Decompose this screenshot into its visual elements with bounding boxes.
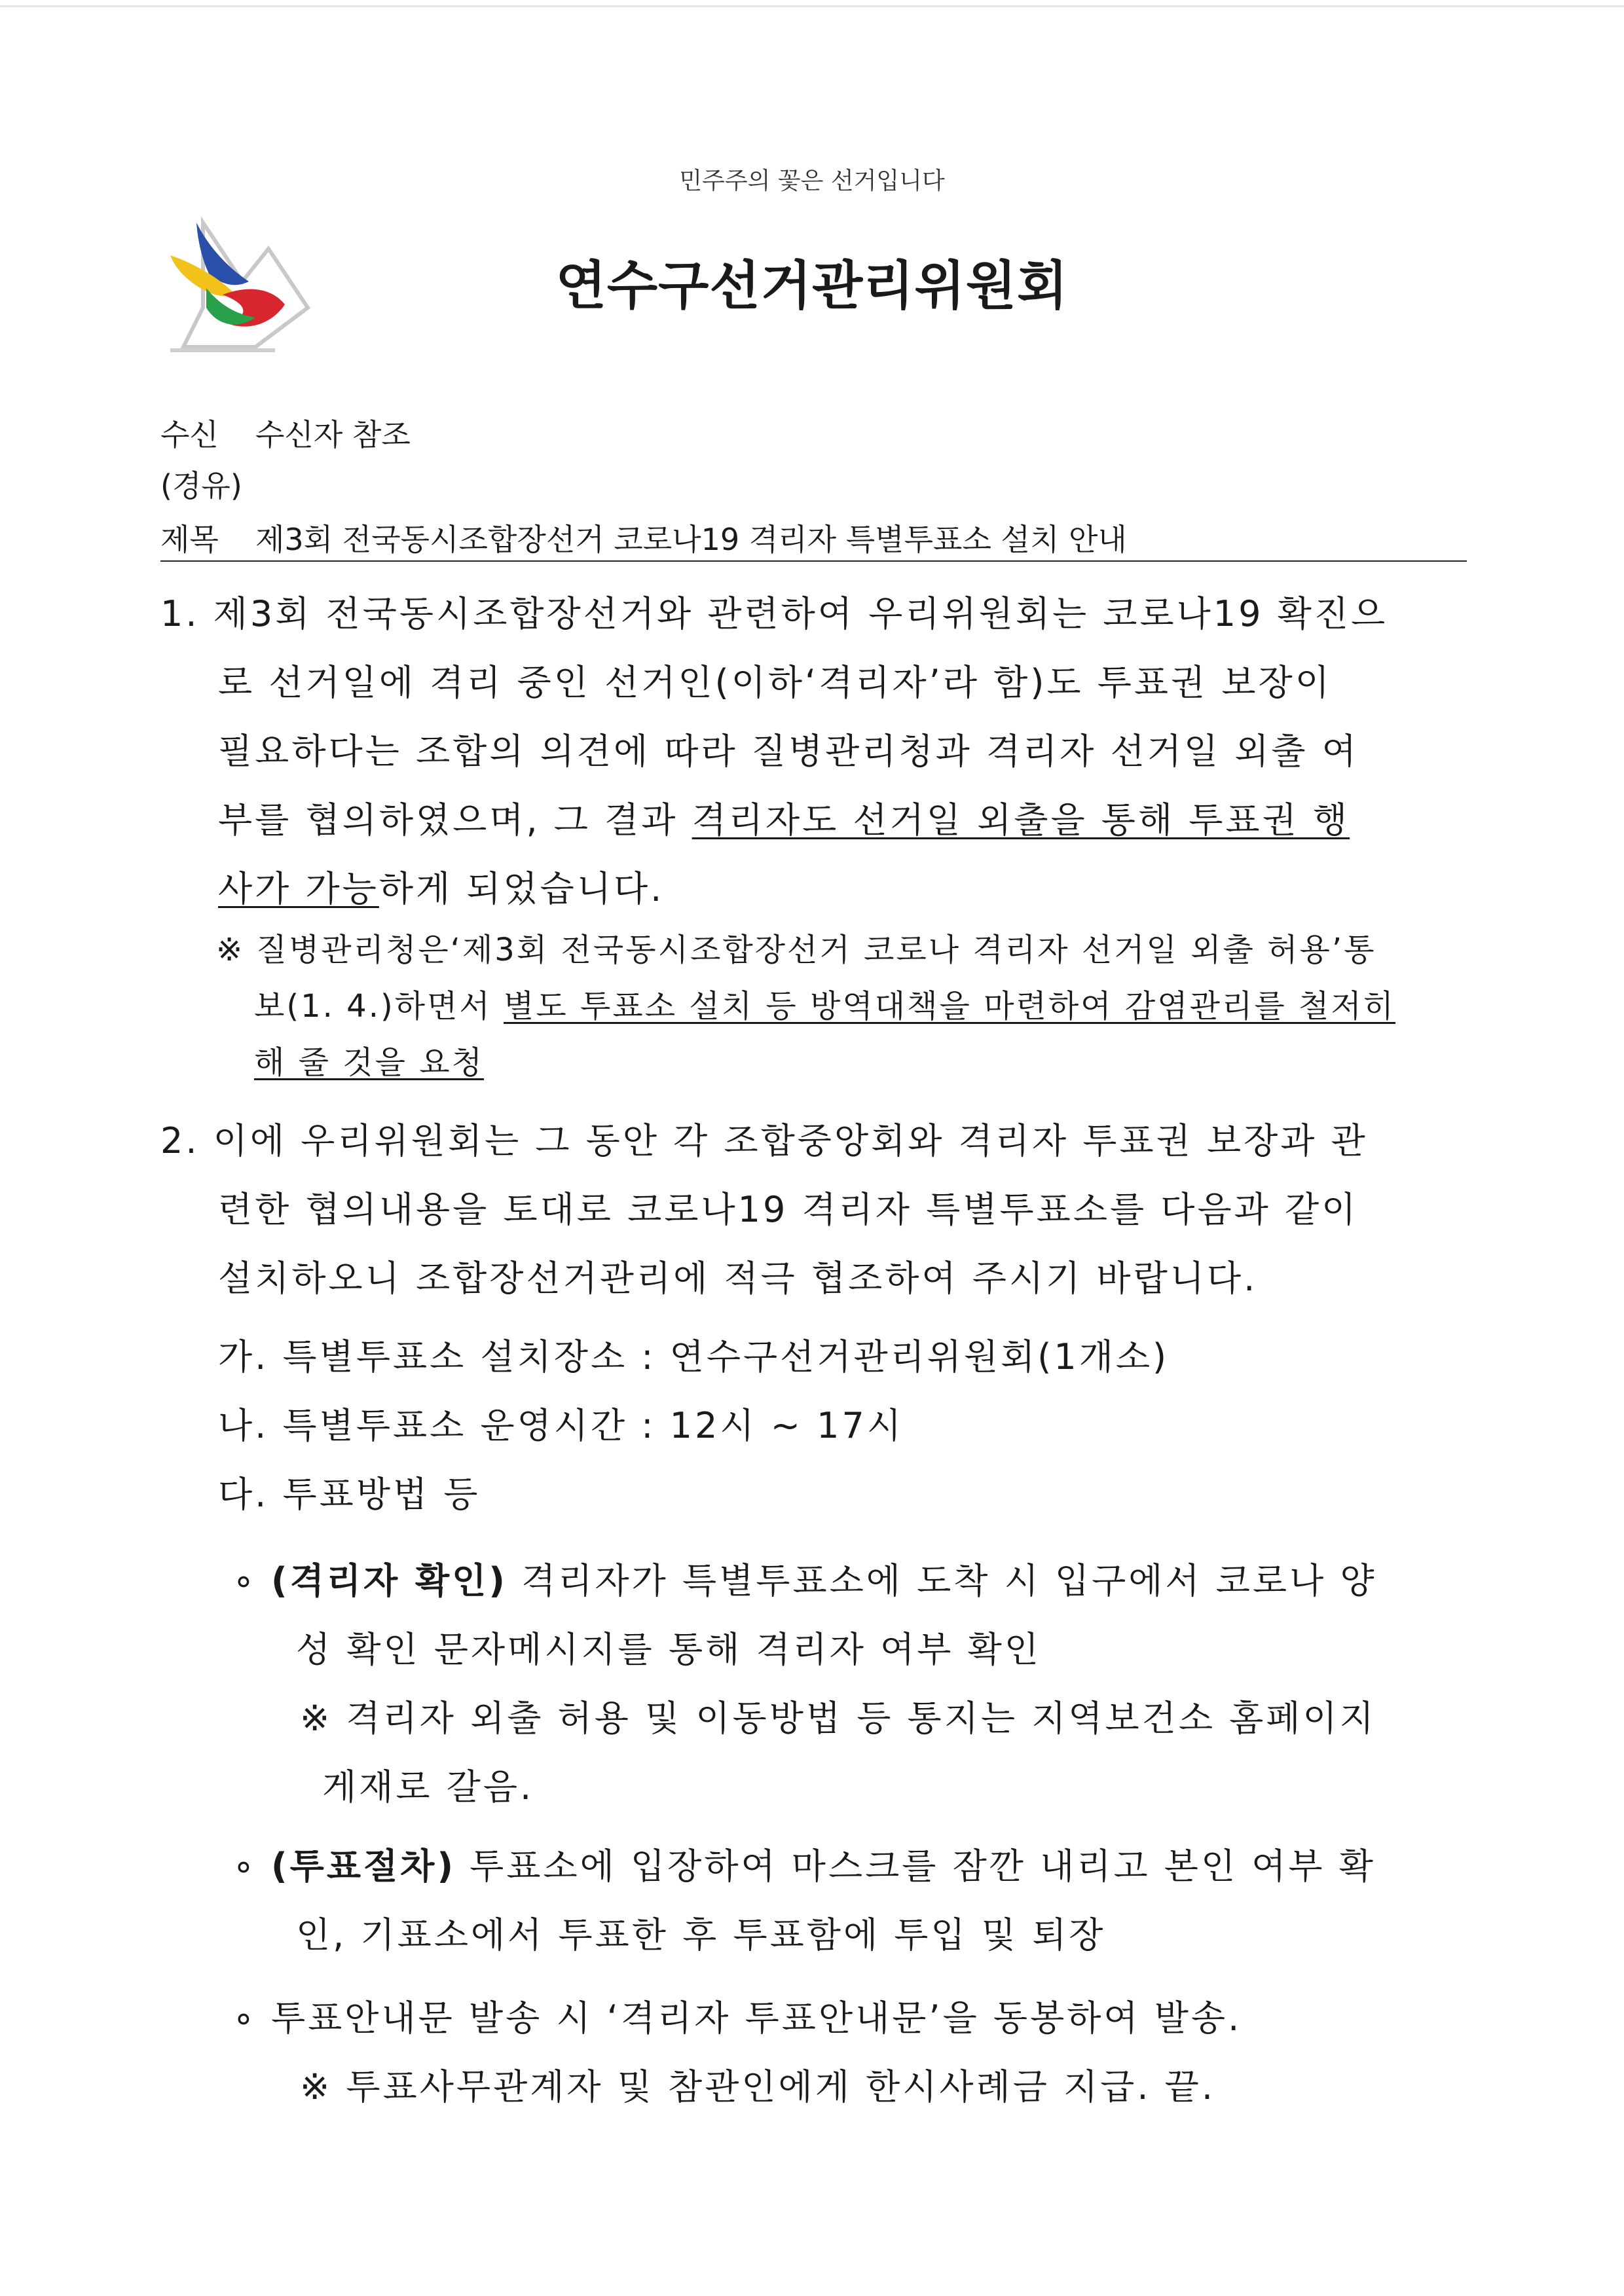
bullet-3-note: ※ 투표사무관계자 및 참관인에게 한시사례금 지급. 끝.	[300, 2066, 1216, 2107]
header-divider	[160, 560, 1467, 562]
p1-note-line-2-underlined: 별도 투표소 설치 등 방역대책을 마련하여 감염관리를 철저히	[504, 988, 1396, 1025]
p1-line-5-underlined: 사가 가능	[218, 868, 379, 909]
bullet-1-heading: (격리자 확인)	[270, 1560, 507, 1601]
item-b: 나. 특별투표소 운영시간 : 12시 ~ 17시	[218, 1405, 904, 1446]
p1-line-2: 로 선거일에 격리 중인 선거인(이하‘격리자’라 함)도 투표권 보장이	[218, 662, 1332, 703]
bullet-1-text: 격리자가 특별투표소에 도착 시 입구에서 코로나 양	[507, 1560, 1377, 1601]
bullet-1-note-line-1: ※ 격리자 외출 허용 및 이동방법 등 통지는 지역보건소 홈페이지	[300, 1698, 1376, 1739]
p1-line-4-underlined: 격리자도 선거일 외출을 통해 투표권 행	[692, 799, 1350, 841]
p1-note-line-2-text: 보(1. 4.)하면서	[254, 988, 504, 1025]
bullet-mark: ∘	[232, 1997, 257, 2039]
bullet-3	[232, 1990, 1242, 2041]
p2-line-2: 련한 협의내용을 토대로 코로나19 격리자 특별투표소를 다음과 같이	[218, 1189, 1359, 1230]
recipient-row	[160, 411, 411, 454]
p1-line-3: 필요하다는 조합의 의견에 따라 질병관리청과 격리자 선거일 외출 여	[218, 731, 1359, 772]
scan-edge-line	[0, 5, 1624, 7]
bullet-2-line-2: 인, 기표소에서 투표한 후 투표함에 투입 및 퇴장	[296, 1914, 1106, 1956]
organization-name: 연수구선거관리위원회	[555, 255, 1069, 316]
p1-note-line-3	[254, 1037, 484, 1082]
via-row	[160, 462, 242, 505]
bullet-1-note-line-2: 게재로 갈음.	[322, 1766, 534, 1808]
bullet-2-heading: (투표절차)	[270, 1846, 456, 1887]
bullet-mark: ∘	[232, 1846, 257, 1887]
p1-note-line-1: ※ 질병관리청은‘제3회 전국동시조합장선거 코로나 격리자 선거일 외출 허용’통	[216, 932, 1376, 968]
bullet-3-text: 투표안내문 발송 시 ‘격리자 투표안내문’을 동봉하여 발송.	[270, 1997, 1242, 2039]
p2-line-1: 2. 이에 우리위원회는 그 동안 각 조합중앙회와 격리자 투표권 보장과 관	[160, 1120, 1368, 1161]
subject-row	[160, 516, 1127, 559]
p1-note-line-3-underlined: 해 줄 것을 요청	[254, 1044, 484, 1081]
recipient-label: 수신	[160, 417, 219, 452]
bullet-mark: ∘	[232, 1560, 257, 1601]
p1-line-4	[218, 792, 1350, 843]
subject-label: 제목	[160, 522, 219, 557]
slogan: 민주주의 꽃은 선거입니다	[679, 168, 945, 194]
bullet-1-line-2: 성 확인 문자메시지를 통해 격리자 여부 확인	[296, 1629, 1041, 1670]
p1-line-5	[218, 861, 664, 911]
item-c: 다. 투표방법 등	[218, 1474, 481, 1515]
bullet-2-text: 투표소에 입장하여 마스크를 잠깐 내리고 본인 여부 확	[456, 1846, 1376, 1887]
subject-value: 제3회 전국동시조합장선거 코로나19 격리자 특별투표소 설치 안내	[255, 522, 1127, 557]
p1-line-5-text: 하게 되었습니다.	[378, 868, 665, 909]
bullet-1	[232, 1553, 1377, 1603]
item-a: 가. 특별투표소 설치장소 : 연수구선거관리위원회(1개소)	[218, 1336, 1170, 1377]
recipient-value: 수신자 참조	[255, 417, 411, 452]
p1-line-1: 1. 제3회 전국동시조합장선거와 관련하여 우리위원회는 코로나19 확진으	[160, 593, 1388, 634]
via-label: (경유)	[160, 468, 242, 503]
p1-note-line-2	[254, 981, 1395, 1026]
p2-line-3: 설치하오니 조합장선거관리에 적극 협조하여 주시기 바랍니다.	[218, 1258, 1258, 1299]
bullet-2	[232, 1838, 1376, 1889]
p1-line-4-text: 부를 협의하였으며, 그 결과	[218, 799, 692, 841]
